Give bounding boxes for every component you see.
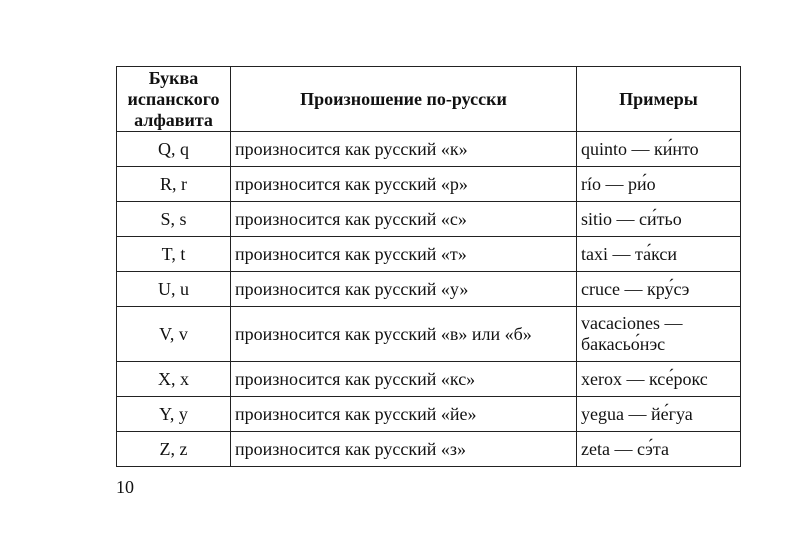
pronunciation-cell: произносится как русский «кс»	[231, 362, 577, 397]
table-row	[117, 202, 741, 237]
example-cell: taxi — та́кси	[577, 237, 741, 272]
example-cell: río — ри́о	[577, 167, 741, 202]
pronunciation-cell: произносится как русский «в» или «б»	[231, 307, 577, 362]
example-cell	[577, 307, 741, 362]
pronunciation-cell: произносится как русский «йе»	[231, 397, 577, 432]
letter-cell: T, t	[117, 237, 231, 272]
header-letter	[117, 67, 231, 132]
letter-cell: X, x	[117, 362, 231, 397]
header-examples: Примеры	[577, 67, 741, 132]
letter-cell: Y, y	[117, 397, 231, 432]
table-row	[117, 167, 741, 202]
table-row	[117, 132, 741, 167]
table-header-row	[117, 67, 741, 132]
example-cell: zeta — сэ́та	[577, 432, 741, 467]
example-cell: cruce — кру́сэ	[577, 272, 741, 307]
table-row	[117, 362, 741, 397]
letter-cell: Q, q	[117, 132, 231, 167]
letter-cell: Z, z	[117, 432, 231, 467]
pronunciation-cell: произносится как русский «р»	[231, 167, 577, 202]
table-row	[117, 237, 741, 272]
page-number: 10	[116, 477, 134, 497]
letter-cell: U, u	[117, 272, 231, 307]
letter-cell: S, s	[117, 202, 231, 237]
pronunciation-cell: произносится как русский «с»	[231, 202, 577, 237]
letter-cell: R, r	[117, 167, 231, 202]
spanish-alphabet-table	[116, 66, 741, 467]
table-row	[117, 432, 741, 467]
letter-cell: V, v	[117, 307, 231, 362]
table-row	[117, 272, 741, 307]
pronunciation-cell: произносится как русский «з»	[231, 432, 577, 467]
example-cell: xerox — ксе́рокс	[577, 362, 741, 397]
table-row	[117, 307, 741, 362]
table-row	[117, 397, 741, 432]
example-cell: yegua — йе́гуа	[577, 397, 741, 432]
header-letter-line-1: Буква	[148, 67, 199, 88]
example-cell: sitio — си́тьо	[577, 202, 741, 237]
pronunciation-cell: произносится как русский «к»	[231, 132, 577, 167]
example-cell: quinto — ки́нто	[577, 132, 741, 167]
pronunciation-cell: произносится как русский «у»	[231, 272, 577, 307]
pronunciation-cell: произносится как русский «т»	[231, 237, 577, 272]
header-letter-line-3: алфавита	[134, 109, 213, 130]
header-pronunciation: Произношение по-русски	[231, 67, 577, 132]
header-letter-line-2: испанского	[127, 88, 220, 109]
example-line-2: бакасьо́нэс	[581, 334, 666, 354]
example-line-1: vacaciones —	[581, 313, 683, 333]
